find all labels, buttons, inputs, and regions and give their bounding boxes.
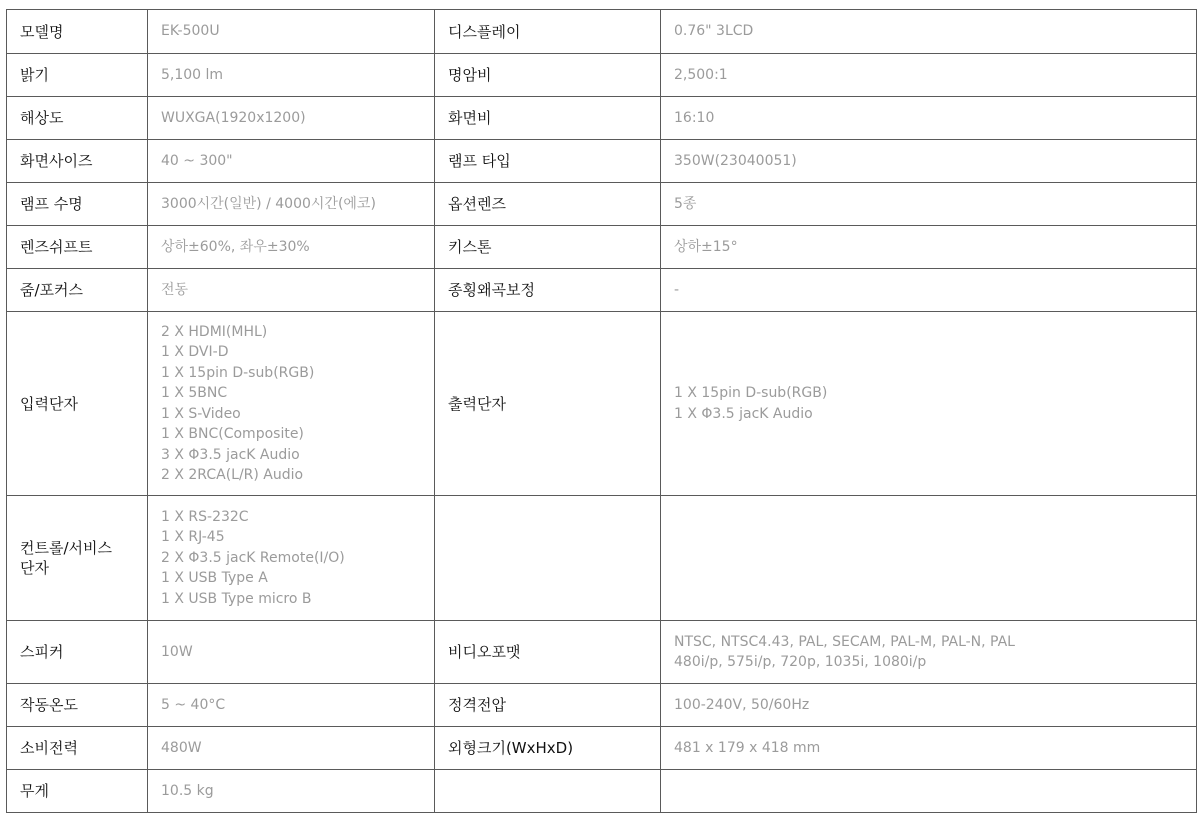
left-label-cell bbox=[7, 621, 148, 684]
left-label-cell bbox=[7, 770, 148, 813]
right-label-cell bbox=[435, 621, 661, 684]
spec-label: 줌/포커스 bbox=[20, 281, 84, 299]
left-value-cell bbox=[148, 140, 435, 183]
right-value-cell bbox=[661, 727, 1197, 770]
right-value-cell bbox=[661, 10, 1197, 54]
spec-value: 5종 bbox=[674, 195, 697, 212]
right-label-cell bbox=[435, 770, 661, 813]
spec-value: 5 ~ 40°C bbox=[161, 696, 226, 713]
spec-value: 1 X RS-232C bbox=[161, 508, 249, 525]
spec-label: 밝기 bbox=[20, 66, 49, 84]
spec-label: 소비전력 bbox=[20, 739, 78, 757]
spec-label: 비디오포맷 bbox=[448, 643, 521, 661]
left-value-cell bbox=[148, 770, 435, 813]
spec-label: 컨트롤/서비스 bbox=[20, 539, 112, 557]
spec-label: 해상도 bbox=[20, 109, 64, 127]
spec-value: NTSC, NTSC4.43, PAL, SECAM, PAL-M, PAL-N, PAL bbox=[674, 633, 1015, 650]
right-value-cell bbox=[661, 312, 1197, 496]
left-label-cell bbox=[7, 727, 148, 770]
right-value-cell bbox=[661, 54, 1197, 97]
spec-value: 1 X BNC(Composite) bbox=[161, 426, 304, 442]
spec-value: 1 X USB Type A bbox=[161, 570, 268, 587]
spec-label: 외형크기(WxHxD) bbox=[448, 739, 574, 757]
left-value-cell bbox=[148, 97, 435, 140]
left-value-cell bbox=[148, 10, 435, 54]
spec-value: 1 X USB Type micro B bbox=[161, 590, 312, 607]
left-label-cell bbox=[7, 684, 148, 727]
right-label-cell bbox=[435, 312, 661, 496]
spec-value: WUXGA(1920x1200) bbox=[161, 109, 306, 126]
spec-row bbox=[7, 140, 1197, 183]
spec-row bbox=[7, 10, 1197, 54]
spec-value: 350W(23040051) bbox=[674, 152, 797, 169]
right-value-cell bbox=[661, 684, 1197, 727]
left-value-cell bbox=[148, 226, 435, 269]
left-label-cell bbox=[7, 10, 148, 54]
spec-value: - bbox=[674, 281, 680, 298]
spec-value: 5,100 lm bbox=[161, 66, 224, 83]
spec-value: 2,500:1 bbox=[674, 66, 728, 83]
spec-label: 무게 bbox=[20, 782, 49, 800]
spec-row bbox=[7, 97, 1197, 140]
spec-value: 1 X S-Video bbox=[161, 405, 241, 422]
spec-row bbox=[7, 312, 1197, 496]
spec-row bbox=[7, 684, 1197, 727]
spec-value: EK-500U bbox=[161, 23, 220, 40]
spec-row bbox=[7, 226, 1197, 269]
spec-label: 램프 타입 bbox=[448, 152, 511, 170]
spec-label: 옵션렌즈 bbox=[448, 195, 506, 213]
spec-value: 1 X 15pin D-sub(RGB) bbox=[161, 364, 315, 381]
spec-value: 481 x 179 x 418 mm bbox=[674, 739, 821, 756]
left-label-cell bbox=[7, 312, 148, 496]
right-label-cell bbox=[435, 183, 661, 226]
spec-value: 480W bbox=[161, 739, 202, 756]
right-label-cell bbox=[435, 496, 661, 621]
spec-row bbox=[7, 621, 1197, 684]
right-value-cell bbox=[661, 621, 1197, 684]
right-value-cell bbox=[661, 97, 1197, 140]
spec-value: 상하±15° bbox=[674, 238, 738, 255]
spec-row bbox=[7, 269, 1197, 312]
spec-label: 렌즈쉬프트 bbox=[20, 238, 93, 256]
spec-value: 3000시간(일반) / 4000시간(에코) bbox=[161, 195, 376, 212]
right-label-cell bbox=[435, 226, 661, 269]
spec-value: 1 X DVI-D bbox=[161, 344, 229, 360]
right-value-cell bbox=[661, 269, 1197, 312]
spec-value: 16:10 bbox=[674, 109, 715, 126]
spec-table-body bbox=[7, 10, 1197, 813]
spec-label: 입력단자 bbox=[20, 394, 78, 413]
spec-value: 1 X RJ-45 bbox=[161, 529, 225, 546]
spec-row bbox=[7, 727, 1197, 770]
spec-label: 스피커 bbox=[20, 643, 64, 661]
left-label-cell bbox=[7, 140, 148, 183]
left-label-cell bbox=[7, 97, 148, 140]
right-label-cell bbox=[435, 684, 661, 727]
left-label-cell bbox=[7, 54, 148, 97]
spec-label: 단자 bbox=[20, 559, 49, 577]
right-label-cell bbox=[435, 97, 661, 140]
right-label-cell bbox=[435, 54, 661, 97]
left-value-cell bbox=[148, 312, 435, 496]
spec-value: 상하±60%, 좌우±30% bbox=[161, 238, 310, 255]
left-label-cell bbox=[7, 269, 148, 312]
spec-value: 2 X HDMI(MHL) bbox=[161, 323, 268, 340]
left-value-cell bbox=[148, 621, 435, 684]
spec-label: 명암비 bbox=[448, 66, 492, 84]
spec-label: 모델명 bbox=[20, 22, 64, 41]
spec-label: 정격전압 bbox=[448, 696, 506, 714]
left-value-cell bbox=[148, 727, 435, 770]
spec-label: 화면비 bbox=[448, 109, 492, 127]
spec-label: 작동온도 bbox=[20, 696, 78, 714]
right-value-cell bbox=[661, 496, 1197, 621]
spec-row bbox=[7, 770, 1197, 813]
left-value-cell bbox=[148, 496, 435, 621]
spec-value: 480i/p, 575i/p, 720p, 1035i, 1080i/p bbox=[674, 654, 927, 670]
right-label-cell bbox=[435, 727, 661, 770]
right-value-cell bbox=[661, 140, 1197, 183]
spec-value: 0.76" 3LCD bbox=[674, 23, 754, 40]
spec-value: 1 X 5BNC bbox=[161, 385, 228, 401]
left-label-cell bbox=[7, 226, 148, 269]
spec-value: 10.5 kg bbox=[161, 782, 214, 799]
spec-row bbox=[7, 496, 1197, 621]
spec-value: 전동 bbox=[161, 281, 189, 298]
left-label-cell bbox=[7, 496, 148, 621]
spec-label: 키스톤 bbox=[448, 238, 492, 256]
spec-value: 1 X 15pin D-sub(RGB) bbox=[674, 385, 828, 401]
spec-label: 종횡왜곡보정 bbox=[448, 281, 535, 299]
spec-row bbox=[7, 54, 1197, 97]
left-value-cell bbox=[148, 684, 435, 727]
spec-label: 출력단자 bbox=[448, 394, 506, 413]
spec-value: 1 X Φ3.5 jacK Audio bbox=[674, 405, 813, 422]
right-value-cell bbox=[661, 770, 1197, 813]
spec-value: 2 X 2RCA(L/R) Audio bbox=[161, 467, 304, 483]
right-value-cell bbox=[661, 183, 1197, 226]
spec-row bbox=[7, 183, 1197, 226]
spec-value: 40 ~ 300" bbox=[161, 152, 233, 169]
left-label-cell bbox=[7, 183, 148, 226]
spec-value: 3 X Φ3.5 jacK Audio bbox=[161, 446, 300, 463]
right-label-cell bbox=[435, 140, 661, 183]
left-value-cell bbox=[148, 183, 435, 226]
spec-value: 10W bbox=[161, 643, 193, 660]
spec-table bbox=[6, 9, 1197, 813]
left-value-cell bbox=[148, 269, 435, 312]
spec-value: 2 X Φ3.5 jacK Remote(I/O) bbox=[161, 549, 345, 566]
right-value-cell bbox=[661, 226, 1197, 269]
spec-label: 램프 수명 bbox=[20, 195, 83, 213]
left-value-cell bbox=[148, 54, 435, 97]
spec-label: 디스플레이 bbox=[448, 22, 521, 41]
spec-label: 화면사이즈 bbox=[20, 152, 93, 170]
spec-value: 100-240V, 50/60Hz bbox=[674, 696, 810, 713]
right-label-cell bbox=[435, 10, 661, 54]
right-label-cell bbox=[435, 269, 661, 312]
